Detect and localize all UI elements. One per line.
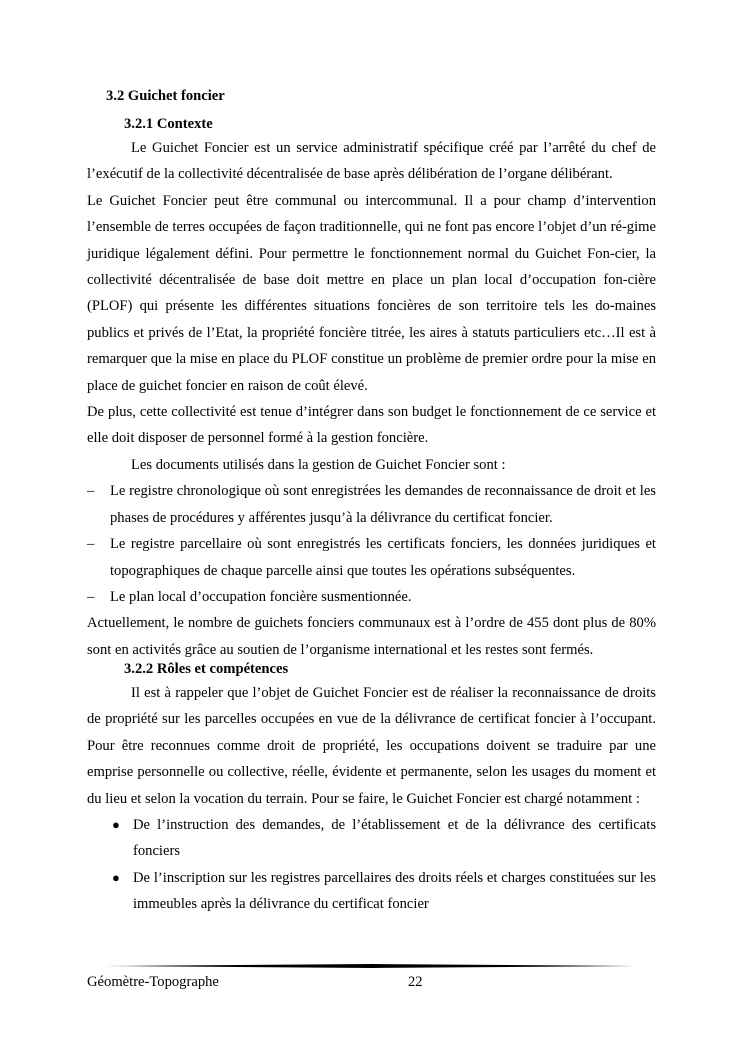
list-item [87, 531, 656, 584]
footer-label: Géomètre-Topographe [87, 974, 219, 990]
contexte-body [87, 135, 656, 663]
paragraph: Le Guichet Foncier est un service administratif spécifique créé par l’arrêté du chef de l’exécutif de la collectivité décentralisée de base après délibération de l’organe délibérant. [87, 140, 656, 183]
paragraph: Le Guichet Foncier peut être communal ou intercommunal. Il a pour champ d’intervention l’ensemble de terres occupées de façon traditionnelle, qui ne font pas encore l’objet d’un ré-gime juridique légalement défini. Pour permettre le fonctionnement normal du Guichet Fon-cier, la collectivité décentralisée de base doit mettre en place un plan local d’occupation fon-cière (PLOF) qui présente les différentes situations foncières de son territoire tels les do-maines publics et privés de l’Etat, la propriété foncière titrée, les aires à statuts particuliers etc…Il est à remarquer que la mise en place du PLOF constitue un problème de premier ordre pour la mise en place de guichet foncier en raison de coût élevé. [87, 192, 656, 394]
bullet-icon: ● [112, 869, 120, 885]
page-number: 22 [408, 974, 423, 990]
list-item-text: De l’instruction des demandes, de l’établissement et de la délivrance des certificats fonciers [133, 817, 656, 860]
paragraph: Il est à rappeler que l’objet de Guichet Foncier est de réaliser la reconnaissance de droits de propriété sur les parcelles occupées en vue de la délivrance de certificat foncier à l’occupant. Pour être reconnues comme droit de propriété, les occupations doivent se traduire par une emprise personnelle ou collective, réelle, évidente et permanente, selon les usages du moment et du lieu et selon la vocation du terrain. Pour se faire, le Guichet Foncier est chargé notamment : [87, 685, 656, 807]
section-heading: 3.2 Guichet foncier [106, 88, 225, 104]
paragraph: Les documents utilisés dans la gestion de Guichet Foncier sont : [131, 456, 506, 473]
subsection-heading-contexte: 3.2.1 Contexte [124, 116, 213, 132]
footer-divider [104, 964, 640, 968]
list-item [87, 584, 656, 610]
list-item-text: Le plan local d’occupation foncière susmentionnée. [110, 588, 412, 605]
dash-marker: – [87, 483, 95, 500]
list-item [87, 865, 656, 918]
roles-body [87, 680, 656, 918]
dash-marker: – [87, 536, 95, 553]
subsection-heading-roles: 3.2.2 Rôles et compétences [124, 661, 289, 677]
paragraph: De plus, cette collectivité est tenue d’intégrer dans son budget le fonctionnement de ce service et elle doit disposer de personnel formé à la gestion foncière. [87, 404, 656, 447]
bullet-icon: ● [112, 817, 120, 833]
list-item [87, 812, 656, 865]
list-item-text: De l’inscription sur les registres parcellaires des droits réels et charges constituées sur les immeubles après la délivrance du certificat foncier [133, 869, 656, 913]
dash-marker: – [87, 588, 95, 605]
list-item-text: Le registre chronologique où sont enregistrées les demandes de reconnaissance de droit et les phases de procédures y afférentes jusqu’à la délivrance du certificat foncier. [110, 483, 656, 526]
list-item [87, 478, 656, 531]
list-item-text: Le registre parcellaire où sont enregistrés les certificats fonciers, les données juridiques et topographiques de chaque parcelle ainsi que toutes les opérations subséquentes. [110, 536, 656, 579]
paragraph: Actuellement, le nombre de guichets fonciers communaux est à l’ordre de 455 dont plus de 80% sont en activités grâce au soutien de l’organisme international et les restes sont fermés. [87, 615, 656, 658]
